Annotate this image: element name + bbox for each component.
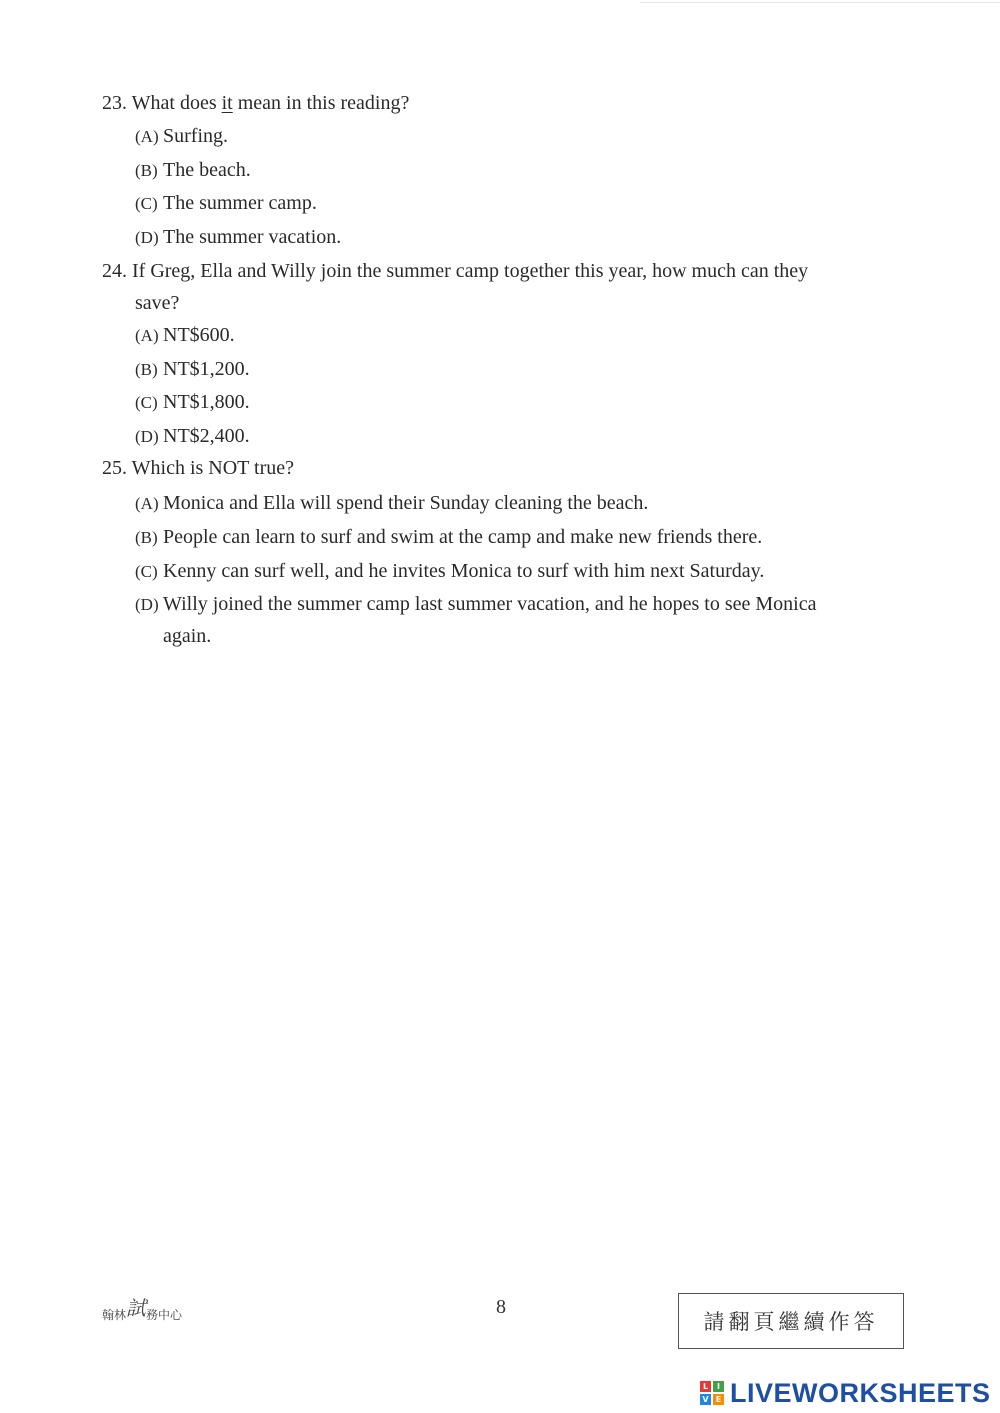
question-23-option-b[interactable] [135, 158, 251, 183]
question-24-option-b[interactable] [135, 357, 250, 382]
option-letter: (A) [135, 494, 159, 513]
option-text: NT$600. [163, 324, 235, 346]
option-text: again. [163, 625, 212, 647]
scan-edge-line [640, 2, 1000, 3]
option-letter: (D) [135, 427, 159, 446]
option-text: Willy joined the summer camp last summer vacation, and he hopes to see Monica [163, 593, 817, 615]
option-text: Monica and Ella will spend their Sunday cleaning the beach. [163, 492, 649, 514]
option-letter: (D) [135, 595, 159, 614]
option-letter: (C) [135, 562, 158, 581]
question-text: What does [131, 92, 222, 114]
question-23-option-d[interactable] [135, 225, 341, 250]
liveworksheets-watermark[interactable] [700, 1378, 991, 1408]
page-number: 8 [496, 1296, 506, 1318]
question-25-option-d-continued [163, 624, 211, 648]
option-text: The summer vacation. [163, 226, 342, 248]
publisher-text: 務中心 [146, 1308, 183, 1322]
publisher-text: 翰林 [102, 1308, 127, 1322]
option-text: NT$1,800. [163, 391, 250, 413]
option-letter: (C) [135, 194, 158, 213]
liveworksheets-logo-icon [700, 1381, 724, 1405]
logo-letter: E [713, 1394, 724, 1405]
publisher-text-large: 試 [126, 1296, 147, 1320]
question-23-stem [102, 91, 409, 115]
option-text: Kenny can surf well, and he invites Monica to surf with him next Saturday. [163, 560, 765, 582]
question-text: If Greg, Ella and Willy join the summer camp together this year, how much can they [132, 260, 809, 282]
question-number: 23. [102, 92, 127, 114]
question-24-option-a[interactable] [135, 323, 235, 348]
question-text: mean in this reading? [232, 92, 410, 114]
option-text: People can learn to surf and swim at the camp and make new friends there. [163, 526, 763, 548]
question-24-stem-continued [135, 291, 179, 315]
turn-page-text: 請翻頁繼續作答 [703, 1310, 879, 1334]
option-letter: (C) [135, 393, 158, 412]
option-letter: (B) [135, 161, 158, 180]
question-23-option-c[interactable] [135, 191, 317, 216]
option-letter: (B) [135, 360, 158, 379]
question-24-stem [102, 259, 808, 283]
liveworksheets-wordmark: LIVEWORKSHEETS [730, 1377, 991, 1408]
question-25-option-a[interactable] [135, 491, 648, 516]
question-text: Which is NOT true? [131, 457, 295, 479]
option-letter: (D) [135, 228, 159, 247]
question-25-stem [102, 456, 294, 480]
question-number: 25. [102, 457, 127, 479]
option-text: The summer camp. [163, 192, 317, 214]
option-letter: (A) [135, 326, 159, 345]
option-text: NT$2,400. [163, 425, 250, 447]
logo-letter: I [713, 1381, 724, 1392]
logo-letter: L [700, 1381, 711, 1392]
option-text: The beach. [163, 159, 251, 181]
question-25-option-b[interactable] [135, 525, 762, 550]
question-24-option-c[interactable] [135, 390, 250, 415]
option-letter: (B) [135, 528, 158, 547]
question-23-option-a[interactable] [135, 124, 228, 149]
question-text: save? [135, 292, 180, 314]
underlined-word: it [221, 92, 233, 114]
logo-letter: V [700, 1394, 711, 1405]
publisher-logo [102, 1296, 182, 1325]
question-25-option-c[interactable] [135, 559, 764, 584]
turn-page-box [678, 1293, 904, 1349]
option-text: Surfing. [163, 125, 228, 147]
question-25-option-d[interactable] [135, 592, 816, 617]
question-number: 24. [102, 260, 127, 282]
option-text: NT$1,200. [163, 358, 250, 380]
option-letter: (A) [135, 127, 159, 146]
question-24-option-d[interactable] [135, 424, 250, 449]
